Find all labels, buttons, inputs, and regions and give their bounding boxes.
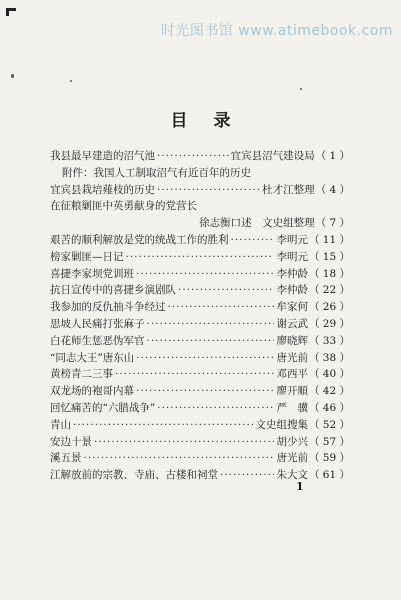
entry-author: 朱大文 [276,469,308,482]
entry-title: 青山 [50,418,71,431]
speck [300,88,302,90]
speck [70,80,72,82]
entry-author: 胡少兴 [276,435,308,448]
toc-entry [50,469,350,486]
toc-entry [50,150,350,167]
entry-author: 李仲龄 [276,267,308,280]
entry-page: （ 59 ） [308,452,350,465]
entry-page: （ 26 ） [308,301,350,314]
entry-author: 唐光前 [276,452,308,465]
leader-dots [94,436,274,449]
entry-author: 牟家何 [276,301,308,314]
entry-page: （ 1 ） [315,150,350,162]
entry-author: 文史组搜集 [255,418,308,431]
toc-entry [50,268,350,285]
entry-title: 我县最早建造的沼气池 [50,150,155,162]
entry-page: （ 4 ） [315,183,350,196]
leader-dots [220,469,274,482]
toc-entry [50,419,350,436]
leader-dots [115,368,274,381]
entry-page: （ 40 ） [308,368,350,381]
entry-title: 我参加的反仇抽斗争经过 [50,301,166,314]
entry-author: 唐光前 [276,351,308,364]
page-title: 目录 [170,111,257,131]
leader-dots [73,419,253,432]
entry-title: 回忆痛苦的“六腊战争” [50,401,156,414]
entry-title: 在征粮剿匪中英勇献身的党营长 [50,200,197,213]
leader-dots [136,385,274,398]
leader-dots [157,184,260,197]
entry-title: 附件：我国人工制取沼气有近百年的历史 [62,166,251,179]
toc-entry [50,352,350,369]
leader-dots [147,335,275,348]
entry-page: （ 18 ） [308,267,350,280]
entry-author: 李明元 [276,233,308,246]
toc-entry [50,167,350,184]
leader-dots [168,301,275,314]
entry-title: 白花师生惩恶伪军官 [50,334,145,347]
toc-entry [50,402,350,419]
leader-dots [157,402,274,415]
toc-entry [50,452,350,469]
entry-author: 严 骥 [276,401,308,414]
entry-author: 杜才江整理 [262,183,315,196]
toc-entry [50,234,350,251]
entry-author: 邓西平 [276,368,308,381]
entry-page: （ 42 ） [308,385,350,398]
entry-title: 黄榜青二三事 [50,368,113,381]
toc-entry [50,301,350,318]
entry-title: “同志大王”唐东山 [50,351,135,364]
entry-author: 谢云武 [276,317,308,330]
leader-dots [157,150,229,163]
entry-page: （ 11 ） [308,233,350,246]
entry-author: 廖晓辉 [276,334,308,347]
toc-entry [50,335,350,352]
page-number: 1 [296,480,304,493]
entry-page: （ 57 ） [308,435,350,448]
entry-author: 李仲龄 [276,284,308,297]
watermark: 时光图书馆 www.atimebook.com [160,23,393,39]
entry-author: 李明元 [276,250,308,263]
entry-title: 江解放前的宗教、寺庙、古楼和祠堂 [50,469,218,482]
toc-entry [50,200,350,217]
leader-dots [126,251,275,264]
entry-title: 喜捷李家坝党训班 [50,267,134,280]
entry-page: （ 33 ） [308,334,350,347]
toc-entry [50,284,350,301]
entry-page: （ 15 ） [308,250,350,263]
corner-mark [6,8,9,16]
toc-entry [50,318,350,335]
toc-entry [50,184,350,201]
leader-dots [136,352,274,365]
entry-page: （ 52 ） [308,418,350,431]
toc-entry [50,385,350,402]
entry-author: 徐志衡口述 文史组整理 [199,217,315,230]
toc-entry [50,368,350,385]
entry-title: 双龙场的袍哥内幕 [50,385,134,398]
entry-title: 抗日宣传中的喜捷乡演剧队 [50,284,176,297]
entry-author: 廖开順 [276,385,308,398]
speck [11,74,14,78]
entry-title: 思坡人民痛打张麻子 [50,317,145,330]
toc-entry [50,217,350,234]
entry-page: （ 46 ） [308,401,350,414]
leader-dots [147,318,275,331]
entry-page: （ 7 ） [315,217,350,230]
toc-entry [50,251,350,268]
entry-page: （ 29 ） [308,317,350,330]
leader-dots [231,234,275,247]
entry-title: 榜家剿匪—日记 [50,250,124,263]
entry-title: 溪五景 [50,452,82,465]
entry-title: 艰苦的顺利解放是党的统战工作的胜利 [50,233,229,246]
leader-dots [136,268,274,281]
entry-title: 安边十景 [50,435,92,448]
entry-author: 宜宾县沼气建设局 [230,150,315,162]
entry-page: （ 22 ） [308,284,350,297]
leader-dots [84,452,275,465]
entry-title: 宜宾县栽培薤枝的历史 [50,183,155,196]
toc-entry [50,436,350,453]
leader-dots [178,284,274,297]
table-of-contents [50,150,350,486]
entry-page: （ 38 ） [308,351,350,364]
entry-page: （ 61 ） [308,469,350,482]
